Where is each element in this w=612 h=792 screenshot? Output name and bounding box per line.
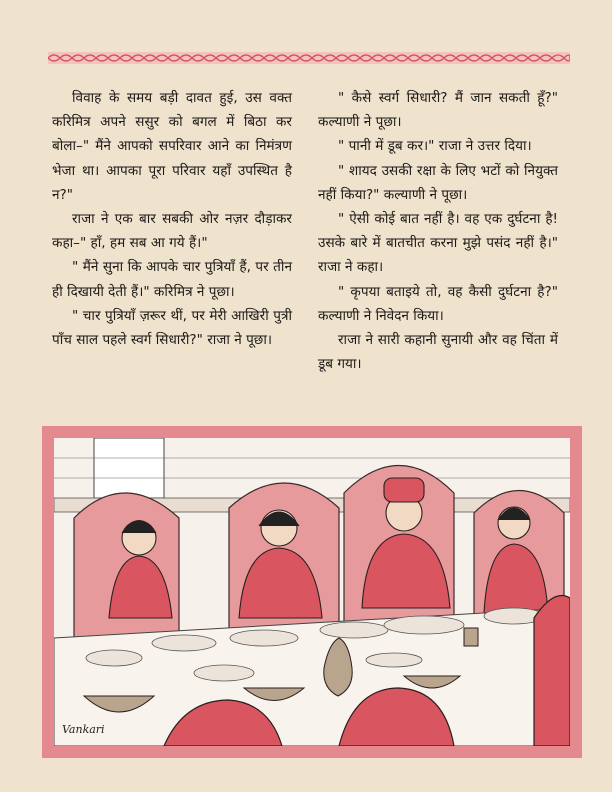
paragraph: " कृपया बताइये तो, वह कैसी दुर्घटना है?" कल्याणी ने निवेदन किया। — [318, 283, 558, 324]
feast-scene-drawing — [54, 438, 570, 746]
feast-illustration — [54, 438, 570, 746]
artist-signature: Vankari — [62, 723, 105, 736]
paragraph: राजा ने एक बार सबकी ओर नज़र दौड़ाकर कहा–" हाँ, हम सब आ गये हैं।" — [52, 211, 292, 252]
left-text-column — [52, 86, 292, 352]
paragraph: " मैंने सुना कि आपके चार पुत्रियाँ हैं, पर तीन ही दिखायी देती हैं।" करिमित्र ने पूछा। — [52, 259, 292, 300]
paragraph: " ऐसी कोई बात नहीं है। वह एक दुर्घटना है! उसके बारे में बातचीत करना मुझे पसंद नहीं है।" राजा ने कहा। — [318, 211, 558, 276]
paragraph: " पानी में डूब कर।" राजा ने उत्तर दिया। — [338, 138, 532, 155]
paragraph: " कैसे स्वर्ग सिधारी? मैं जान सकती हूँ?" कल्याणी ने पूछा। — [318, 90, 558, 131]
illustration-frame — [42, 426, 582, 758]
paragraph: राजा ने सारी कहानी सुनायी और वह चिंता में डूब गया। — [318, 332, 558, 373]
paragraph: " चार पुत्रियाँ ज़रूर थीं, पर मेरी आखिरी पुत्री पाँच साल पहले स्वर्ग सिधारी?" राजा ने पूछा। — [52, 307, 292, 349]
paragraph: विवाह के समय बड़ी दावत हुई, उस वक्त करिमित्र अपने ससुर को बगल में बिठा कर बोला–" मैंने आपको सपरिवार आने का निमंत्रण भेजा था। आपका पूरा परिवार यहाँ उपस्थित है न?" — [52, 90, 292, 203]
decorative-border — [48, 52, 570, 64]
right-text-column — [318, 86, 558, 376]
paragraph: " शायद उसकी रक्षा के लिए भटों को नियुक्त नहीं किया?" कल्याणी ने पूछा। — [318, 162, 558, 203]
